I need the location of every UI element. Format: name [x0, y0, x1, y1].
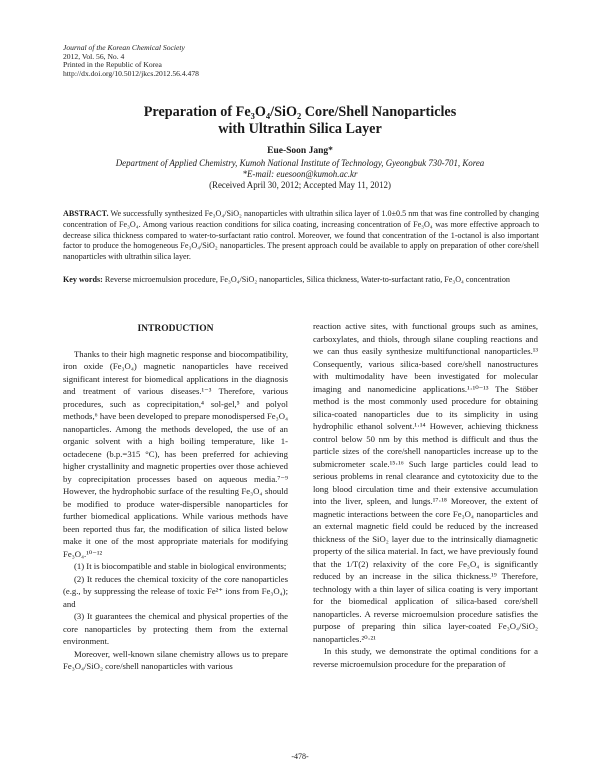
abstract-label: ABSTRACT. [63, 209, 109, 218]
page-number: -478- [291, 752, 309, 761]
affiliation [0, 158, 600, 191]
body-paragraph: Moreover, well-known silane chemistry allows us to prepare Fe₃O₄/SiO₂ core/shell nanoparticles with various [63, 648, 288, 671]
print-location: Printed in the Republic of Korea [63, 60, 162, 70]
body-paragraph: reaction active sites, with functional groups such as amines, carboxylates, and thiols, through silane coupling reactions and we can thus easily synthesize multifunctional nanoparticles.¹³ Consequently, various silica-based core/shell nanostructures with multimodality have been investigated for molecular imaging and nanomedicine applications.¹·¹⁰⁻¹³ The Stöber method is the most commonly used procedure for obtaining silica-coated nanoparticles due to its simplicity in using hydrophilic ethanol solvent.¹·¹⁴ However, achieving thickness control below 50 nm by this method is difficult and thus the particle sizes of the core/shell nanoparticles increase up to the submicrometer scale.¹⁵·¹⁶ Such large particles could lead to serious problems in renal clearance and cytotoxicity due to the long blood circulation time and their extensive accumulation into the liver, spleen, and lungs.¹⁷·¹⁸ Moreover, the extent of magnetic interactions between the core Fe₃O₄ nanoparticles and an external magnetic field could be reduced by the increased thickness of the SiO₂ layer due to the intrinsically diamagnetic property of the silica material. In fact, we have previously found that the 1/T(2) relaxivity of the core Fe₃O₄ is significantly reduced by an increase in the silica thickness.¹⁹ Therefore, technology with a thin layer of silica coating is very important for the biomedical application of silica-based core/shell nanoparticles. A reverse microemulsion procedure satisfies the purpose of preparing thin silica layer-coated Fe₃O₄/SiO₂ nanoparticles.²⁰·²¹ [313, 321, 538, 644]
received-dates: (Received April 30, 2012; Accepted May 11, 2012) [209, 180, 391, 190]
department: Department of Applied Chemistry, Kumoh National Institute of Technology, Gyeongbuk 730-701, Korea [115, 158, 485, 168]
keywords [63, 275, 539, 286]
left-column [63, 323, 288, 673]
title-line-2: with Ultrathin Silica Layer [218, 121, 382, 137]
keywords-text: Reverse microemulsion procedure, Fe₃O₄/SiO₂ nanoparticles, Silica thickness, Water-to-surfactant ratio, Fe₃O₄ concentration [104, 275, 510, 284]
list-item: (2) It reduces the chemical toxicity of the core nanoparticles (e.g., by suppressing the release of toxic Fe²⁺ ions from Fe₃O₄); and [63, 573, 288, 609]
list-item: (3) It guarantees the chemical and physical properties of the core nanoparticles by protecting them from the external environment. [63, 611, 288, 646]
body-paragraph: In this study, we demonstrate the optimal conditions for a reverse microemulsion procedure for the preparation of [313, 646, 538, 669]
list-item: (1) It is biocompatible and stable in biological environments; [74, 561, 287, 571]
journal-name: Journal of the Korean Chemical Society [63, 43, 185, 52]
journal-header [63, 44, 199, 78]
right-column [313, 320, 538, 670]
section-heading-introduction: INTRODUCTION [137, 324, 214, 334]
abstract-text: We successfully synthesized Fe₃O₄/SiO₂ nanoparticles with ultrathin silica layer of 1.0±0.5 nm that was fine controlled by changing concentration of Fe₃O₄. Among various reaction conditions for silica coating, increasing concentration of Fe₃O₄ was more effective approach to decrease silica thickness compared to water-to-surfactant ratio control. Moreover, we found that concentration of the 1-octanol is also important factor to produce the homogeneous Fe₃O₄/SiO₂ nanoparticles. The present approach could be available to apply on preparation of other core/shell nanoparticles with ultrathin silica layer. [63, 209, 539, 262]
author-email[interactable]: *E-mail: euesoon@kumoh.ac.kr [242, 169, 358, 179]
abstract [63, 209, 539, 263]
paper-title [0, 104, 600, 138]
journal-volume: 2012, Vol. 56, No. 4 [63, 51, 125, 61]
author-name: Eue-Soon Jang* [267, 146, 333, 156]
doi-link[interactable]: http://dx.doi.org/10.5012/jkcs.2012.56.4.478 [63, 68, 199, 78]
title-line-1: Preparation of Fe₃O₄/SiO₂ Core/Shell Nanoparticles [143, 104, 457, 120]
body-paragraph: Thanks to their high magnetic response and biocompatibility, iron oxide (Fe₃O₄) magnetic nanoparticles have received significant interest for biomedical applications in the diagnosis and treatment of various diseases.¹⁻³ Therefore, various procedures, such as coprecipitation,⁴ sol-gel,⁵ and polyol methods,⁶ have been developed to prepare monodispersed Fe₃O₄ nanoparticles. Among the methods developed, the use of an organic solvent with a high boiling temperature, like 1-octadecene (b.p.=315 °C), has been preferred for achieving higher crystallinity and magnetic properties over those achieved by coprecipitation processes based on aqueous media.⁷⁻⁹ However, the hydrophobic surface of the resulting Fe₃O₄ should be modified to produce water-dispersible nanoparticles for further biomedical applications. While various methods have been reported thus far, the modification of silica listed below make it one of the most appropriate materials for modifying Fe₃O₄.¹⁰⁻¹² [63, 348, 288, 559]
keywords-label: Key words: [63, 275, 103, 284]
